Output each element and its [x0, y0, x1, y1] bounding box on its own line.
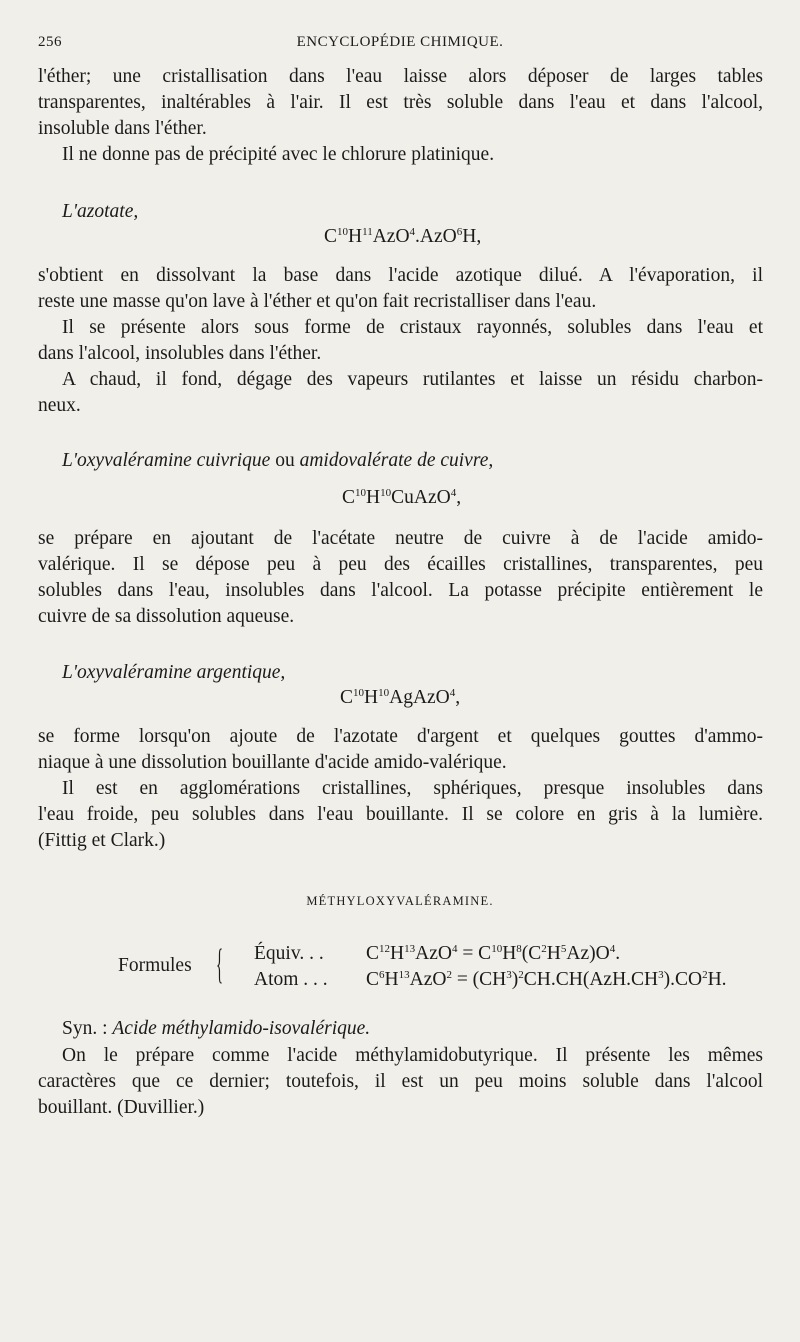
argentique-formula: $C^{10}H^{10}AgAzO^4$,: [340, 687, 461, 708]
text-line: solubles dans l'eau, insolubles dans l'alcool. La potasse précipite entièrement le: [38, 580, 763, 601]
text-line: l'éther; une cristallisation dans l'eau laisse alors déposer de larges tables: [38, 66, 763, 87]
text-line: (Fittig et Clark.): [38, 830, 166, 851]
text-line: l'eau froide, peu solubles dans l'eau bouillante. Il se colore en gris à la lumière.: [38, 804, 763, 825]
text-line: A chaud, il fond, dégage des vapeurs rutilantes et laisse un résidu charbon-: [62, 369, 763, 390]
text-line: cuivre de sa dissolution aqueuse.: [38, 606, 295, 627]
page-number: 256: [38, 34, 62, 50]
text-line: neux.: [38, 395, 81, 416]
text-line: s'obtient en dissolvant la base dans l'acide azotique dilué. A l'évaporation, il: [38, 265, 763, 286]
text-line: dans l'alcool, insolubles dans l'éther.: [38, 343, 322, 364]
argentique-heading: L'oxyvaléramine argentique,: [62, 662, 286, 683]
equiv-formula-row: Équiv. . . $C^{12}H^{13}AzO^4 = C^{10}H^8(C^2H^5Az)O^4$.: [254, 943, 621, 964]
running-title: ENCYCLOPÉDIE CHIMIQUE.: [296, 34, 504, 50]
text-line: On le prépare comme l'acide méthylamidobutyrique. Il présente les mêmes: [62, 1045, 763, 1066]
running-header: [38, 34, 762, 58]
text-line: transparentes, inaltérables à l'air. Il est très soluble dans l'eau et dans l'alcool,: [38, 92, 763, 113]
section-heading: MÉTHYLOXYVALÉRAMINE.: [306, 894, 494, 908]
cuivrique-formula: $C^{10}H^{10}CuAzO^4$,: [342, 487, 462, 508]
azotate-heading: L'azotate,: [62, 201, 139, 222]
formulas-block: [118, 940, 778, 994]
azotate-formula: $C^{10}H^{11}AzO^4.AzO^6H$,: [324, 226, 482, 247]
text-line: Il ne donne pas de précipité avec le chlorure platinique.: [62, 144, 495, 165]
formulas-label: Formules: [118, 955, 192, 976]
text-line: se forme lorsqu'on ajoute de l'azotate d'argent et quelques gouttes d'ammo-: [38, 726, 763, 747]
cuivrique-heading: L'oxyvaléramine cuivrique ou amidovalérate de cuivre,: [62, 450, 494, 471]
text-line: caractères que ce dernier; toutefois, il est un peu moins soluble dans l'alcool: [38, 1071, 763, 1092]
synonym-line: Syn. : Acide méthylamido-isovalérique.: [62, 1018, 371, 1039]
text-line: niaque à une dissolution bouillante d'acide amido-valérique.: [38, 752, 507, 773]
text-line: insoluble dans l'éther.: [38, 118, 207, 139]
text-line: reste une masse qu'on lave à l'éther et qu'on fait recristalliser dans l'eau.: [38, 291, 597, 312]
text-line: se prépare en ajoutant de l'acétate neutre de cuivre à de l'acide amido-: [38, 528, 763, 549]
atom-formula-row: Atom . . . $C^6H^{13}AzO^2 = (CH^3)^2CH.CH(AzH.CH^3).CO^2H$.: [254, 969, 727, 990]
brace-glyph: {: [216, 942, 224, 988]
text-line: Il est en agglomérations cristallines, sphériques, presque insolubles dans: [62, 778, 763, 799]
text-line: Il se présente alors sous forme de cristaux rayonnés, solubles dans l'eau et: [62, 317, 763, 338]
text-line: bouillant. (Duvillier.): [38, 1097, 205, 1118]
text-line: valérique. Il se dépose peu à peu des écailles cristallines, transparentes, peu: [38, 554, 763, 575]
